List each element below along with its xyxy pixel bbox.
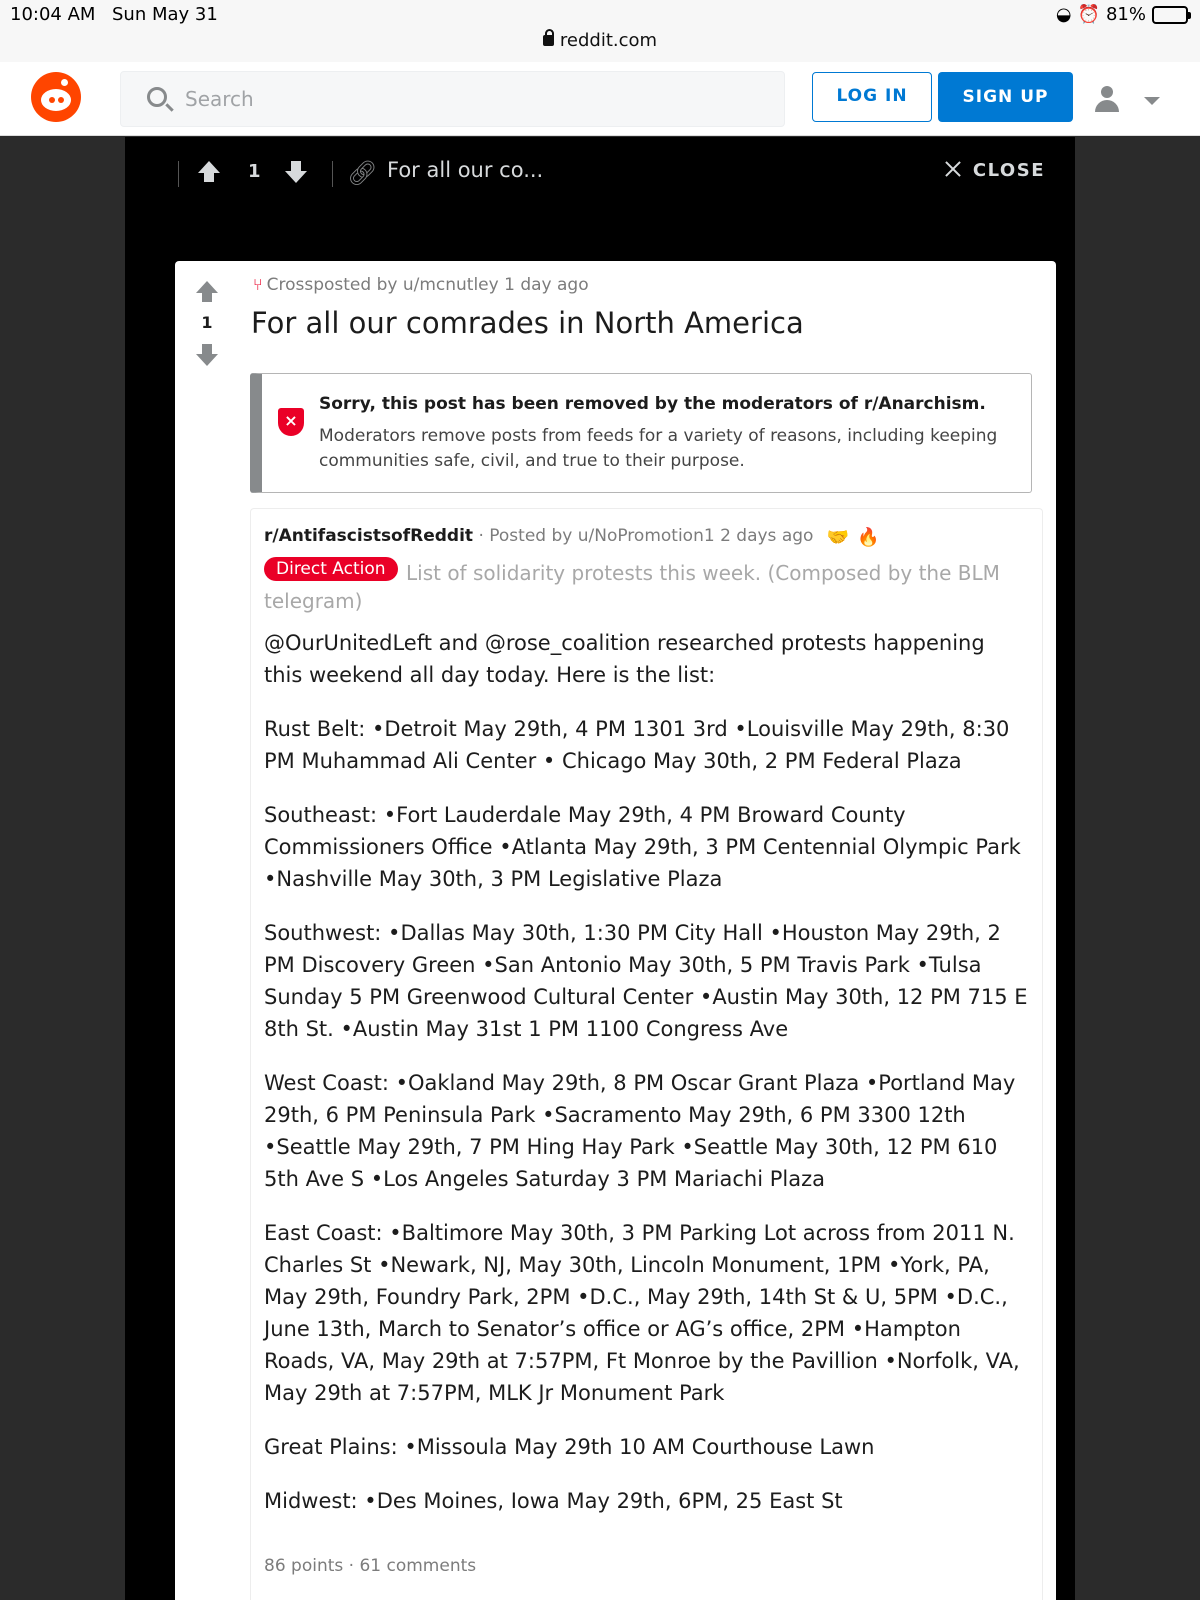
status-time: 10:04 AM <box>10 4 96 25</box>
post-upvote-icon[interactable] <box>196 281 218 303</box>
body-paragraph: West Coast: •Oakland May 29th, 8 PM Oscar Grant Plaza •Portland May 29th, 6 PM Peninsula Park •Sacramento May 29th, 6 PM 3300 12th •Seattle May 29th, 7 PM Hing Hay Park •Seattle May 30th, 12 PM 610 5th Ave S •Los Angeles Saturday 3 PM Mariachi Plaza <box>264 1071 1016 1191</box>
award-icon: 🔥 <box>857 527 880 548</box>
reddit-logo-icon[interactable] <box>31 72 81 122</box>
shield-icon: × <box>278 408 304 436</box>
logo-eye-right <box>58 97 64 103</box>
body-paragraph: Great Plains: •Missoula May 29th 10 AM Courthouse Lawn <box>264 1435 875 1459</box>
alarm-icon: ⏰ <box>1077 4 1100 25</box>
downvote-icon[interactable] <box>285 161 307 183</box>
login-button[interactable]: LOG IN <box>812 72 932 122</box>
search-input[interactable] <box>120 71 785 127</box>
body-paragraph: Southeast: •Fort Lauderdale May 29th, 4 PM Broward County Commissioners Office •Atlanta May 29th, 3 PM Centennial Olympic Park •Nashville May 30th, 3 PM Legislative Plaza <box>264 803 1021 891</box>
body-paragraph: @OurUnitedLeft and @rose_coalition researched protests happening this weekend all day today. Here is the list: <box>264 631 985 687</box>
battery-percent: 81% <box>1105 4 1146 25</box>
signup-button[interactable]: SIGN UP <box>938 72 1073 122</box>
user-icon[interactable] <box>1095 86 1119 112</box>
body-paragraph: East Coast: •Baltimore May 30th, 3 PM Parking Lot across from 2011 N. Charles St •Newark, NJ, May 30th, Lincoln Monument, 1PM •York, PA, May 29th, Foundry Park, 2PM •D.C., May 29th, 14th St & U, 5PM •D.C., June 13th, March to Senator’s office or AG’s office, 2PM •Hampton Roads, VA, May 29th at 7:57PM, Ft Monroe by the Pavillion •Norfolk, VA, May 29th at 7:57PM, MLK Jr Monument Park <box>264 1221 1020 1405</box>
divider <box>332 161 333 187</box>
embed-body <box>264 627 1029 1539</box>
post-downvote-icon[interactable] <box>196 344 218 366</box>
body-paragraph: Southwest: •Dallas May 30th, 1:30 PM City Hall •Houston May 29th, 2 PM Discovery Green •San Antonio May 30th, 5 PM Travis Park •Tulsa Sunday 5 PM Greenwood Cultural Center •Austin May 30th, 12 PM 715 E 8th St. •Austin May 31st 1 PM 1100 Congress Ave <box>264 921 1028 1041</box>
post-card <box>175 261 1056 1600</box>
close-label: CLOSE <box>972 160 1045 181</box>
close-icon <box>945 161 961 177</box>
divider <box>178 161 179 187</box>
overlay-title: For all our co... <box>387 158 544 182</box>
status-indicators <box>1056 4 1188 25</box>
chevron-down-icon[interactable] <box>1144 97 1160 105</box>
post-title: For all our comrades in North America <box>251 306 804 340</box>
subreddit-link[interactable]: r/AntifascistsofReddit <box>264 526 474 546</box>
close-button[interactable] <box>945 160 1045 181</box>
user-icon-head <box>1101 86 1113 98</box>
reddit-header <box>0 62 1200 136</box>
removed-text: Moderators remove posts from feeds for a variety of reasons, including keeping communities safe, civil, and true to their purpose. <box>319 426 998 471</box>
logo-antenna <box>61 79 68 86</box>
logo-face <box>41 89 71 111</box>
status-date: Sun May 31 <box>112 4 218 25</box>
logo-eye-left <box>49 97 55 103</box>
post-score: 1 <box>201 313 213 332</box>
search-icon <box>147 87 167 107</box>
body-paragraph: Midwest: •Des Moines, Iowa May 29th, 6PM, 25 East St <box>264 1489 843 1513</box>
flair-badge: Direct Action <box>264 557 398 581</box>
lock-icon <box>543 35 554 46</box>
status-bar <box>0 0 1200 62</box>
wifi-icon: ◒ <box>1055 4 1072 25</box>
overlay-score: 1 <box>248 161 261 182</box>
removed-notice <box>250 373 1032 493</box>
body-paragraph: Rust Belt: •Detroit May 29th, 4 PM 1301 3rd •Louisville May 29th, 8:30 PM Muhammad Ali Center • Chicago May 30th, 2 PM Federal Plaza <box>264 717 1010 773</box>
battery-icon <box>1152 6 1188 24</box>
embed-title: List of solidarity protests this week. (Composed by the BLM telegram) <box>264 561 1000 613</box>
removed-title: Sorry, this post has been removed by the moderators of r/Anarchism. <box>319 394 986 414</box>
overlay-topbar <box>125 137 1075 209</box>
address-bar[interactable] <box>0 30 1200 51</box>
search-placeholder: Search <box>185 87 254 111</box>
embed-posted-by: · Posted by u/NoPromotion1 2 days ago <box>473 526 814 546</box>
link-icon: 🔗︎ <box>347 159 378 187</box>
crossposted-embed[interactable] <box>250 508 1043 1600</box>
crosspost-text[interactable]: Crossposted by u/mcnutley 1 day ago <box>266 275 589 295</box>
url-text: reddit.com <box>559 30 658 51</box>
crosspost-icon: ⑂ <box>253 275 263 294</box>
crosspost-line <box>253 275 589 295</box>
embed-meta <box>264 526 880 548</box>
award-icon: 🤝 <box>826 527 850 548</box>
upvote-icon[interactable] <box>198 161 220 183</box>
points-comments[interactable]: 86 points · 61 comments <box>264 1556 477 1576</box>
user-icon-body <box>1095 100 1119 112</box>
